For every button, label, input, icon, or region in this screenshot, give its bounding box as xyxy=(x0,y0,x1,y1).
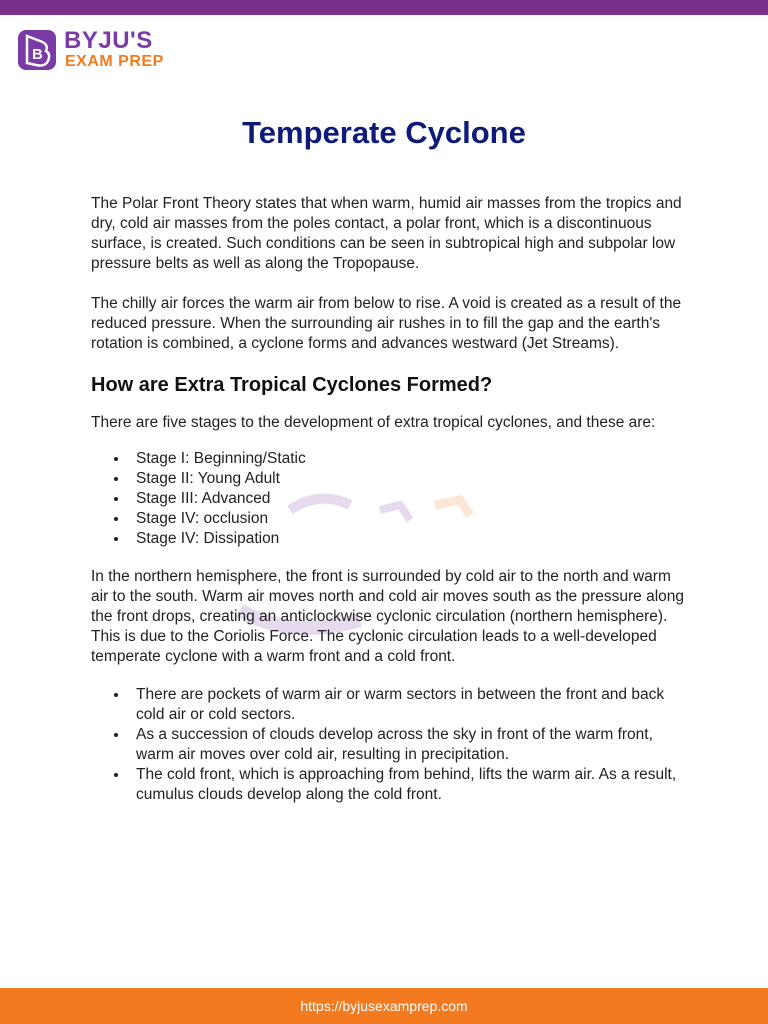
list-item: Stage I: Beginning/Static xyxy=(136,449,691,469)
intro-paragraph-1: The Polar Front Theory states that when warm, humid air masses from the tropics and dry, cold air masses from the poles contact, a polar front, which is a discontinuous surface, is created. Such conditions can be seen in subtropical high and subpolar low pressure belts as well as along the Tropopause. xyxy=(91,195,682,272)
footer-bar xyxy=(0,988,768,1024)
byjus-logo-icon xyxy=(18,30,56,70)
brand-name: BYJU'S xyxy=(64,27,153,54)
top-accent-bar xyxy=(0,0,768,15)
list-item: As a succession of clouds develop across the sky in front of the warm front, warm air moves over cold air, resulting in precipitation. xyxy=(136,725,691,765)
list-item: Stage IV: Dissipation xyxy=(136,529,691,549)
svg-text:B: B xyxy=(32,46,43,63)
page-title: Temperate Cyclone xyxy=(242,115,526,150)
points-list xyxy=(91,685,691,805)
stages-intro: There are five stages to the development of extra tropical cyclones, and these are: xyxy=(91,414,656,431)
intro-paragraph-2: The chilly air forces the warm air from below to rise. A void is created as a result of the reduced pressure. When the surrounding air rushes in to fill the gap and the earth's rotation is combined, a cyclone forms and advances westward (Jet Streams). xyxy=(91,295,682,352)
hemisphere-paragraph: In the northern hemisphere, the front is surrounded by cold air to the north and warm air to the south. Warm air moves north and cold air moves south as the pressure along the front drops, creating an anticlockwise cyclonic circulation (northern hemisphere). This is due to the Coriolis Force. The cyclonic circulation leads to a well-developed temperate cyclone with a warm front and a cold front. xyxy=(91,568,685,665)
list-item: There are pockets of warm air or warm sectors in between the front and back cold air or cold sectors. xyxy=(136,685,691,725)
list-item: Stage IV: occlusion xyxy=(136,509,691,529)
list-item: The cold front, which is approaching from behind, lifts the warm air. As a result, cumulus clouds develop along the cold front. xyxy=(136,765,691,805)
section-heading: How are Extra Tropical Cyclones Formed? xyxy=(91,374,493,396)
footer-link[interactable]: https://byjusexamprep.com xyxy=(300,998,468,1014)
document-body xyxy=(91,194,691,805)
list-item: Stage II: Young Adult xyxy=(136,469,691,489)
brand-logo[interactable] xyxy=(18,28,178,74)
list-item: Stage III: Advanced xyxy=(136,489,691,509)
brand-subtitle: EXAM PREP xyxy=(65,53,164,70)
stages-list xyxy=(91,449,691,549)
